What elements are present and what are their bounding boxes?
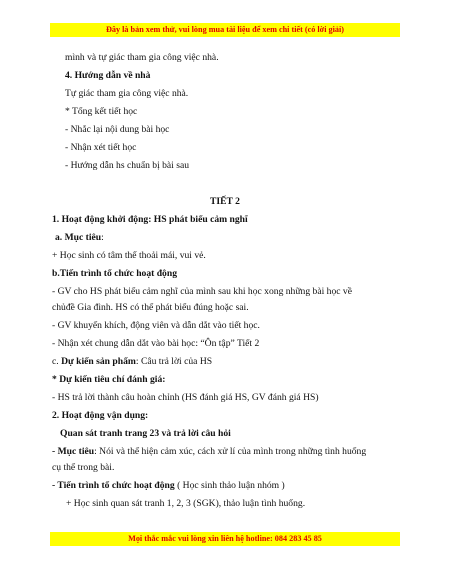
preview-notice-banner: Đây là bản xem thử, vui lòng mua tài liệu để xem chi tiết (có lời giải) [50, 23, 400, 37]
text-line: + Học sinh có tâm thế thoải mái, vui vẻ. [52, 250, 206, 261]
text-line [52, 480, 285, 492]
text-line [55, 232, 104, 244]
section-heading: 1. Hoạt động khởi động: HS phát biểu cảm nghĩ [52, 214, 248, 225]
label-bold: Dự kiến sản phẩm [61, 356, 136, 367]
list-item: - Nhận xét tiết học [65, 142, 137, 153]
text-line: mình và tự giác tham gia công việc nhà. [65, 52, 219, 63]
label-bold: - Mục tiêu [52, 446, 95, 457]
list-item: - GV khuyến khích, động viên và dẫn dắt vào tiết học. [52, 320, 260, 331]
section-heading: 4. Hướng dẫn về nhà [65, 70, 151, 81]
paragraph-line: - GV cho HS phát biểu cảm nghĩ của mình sau khi học xong những bài học về [52, 286, 352, 297]
label-rest: : Nói và thể hiện cảm xúc, cách xử lí của mình trong những tình huống [94, 446, 367, 457]
label-bold: - Tiến trình tổ chức hoạt động [52, 480, 175, 491]
text-line: Tự giác tham gia công việc nhà. [65, 88, 189, 99]
section-heading: * Dự kiến tiêu chí đánh giá: [52, 374, 166, 385]
section-heading: 2. Hoạt động vận dụng: [52, 410, 149, 421]
lesson-title: TIẾT 2 [210, 196, 240, 207]
list-item: - Hướng dẫn hs chuẩn bị bài sau [65, 160, 190, 171]
label-bold: a. Mục tiêu [55, 232, 102, 243]
paragraph-line [52, 446, 366, 458]
section-heading: b.Tiến trình tổ chức hoạt động [52, 268, 177, 279]
text-line [52, 356, 212, 368]
list-item: - Nhận xét chung dẫn dắt vào bài học: “Ôn tập” Tiết 2 [52, 338, 260, 349]
text-line: * Tổng kết tiết học [65, 106, 138, 117]
hotline-banner: Mọi thắc mắc vui lòng xin liên hệ hotline: 084 283 45 85 [50, 532, 400, 546]
paragraph-line: chủđề Gia đình. HS có thể phát biểu đúng hoặc sai. [52, 302, 249, 313]
text-line: - HS trả lời thành câu hoàn chỉnh (HS đánh giá HS, GV đánh giá HS) [52, 392, 319, 403]
label-rest: ( Học sinh thảo luận nhóm ) [174, 480, 285, 491]
section-subheading: Quan sát tranh trang 23 và trả lời câu hỏi [60, 428, 231, 439]
label-prefix: c. [52, 356, 62, 367]
list-item: - Nhắc lại nội dung bài học [65, 124, 170, 135]
list-item: + Học sinh quan sát tranh 1, 2, 3 (SGK), thảo luận tình huống. [66, 498, 306, 509]
label-rest: : [101, 232, 104, 243]
paragraph-line: cụ thể trong bài. [52, 462, 115, 473]
label-rest: : Câu trả lời của HS [135, 356, 213, 367]
